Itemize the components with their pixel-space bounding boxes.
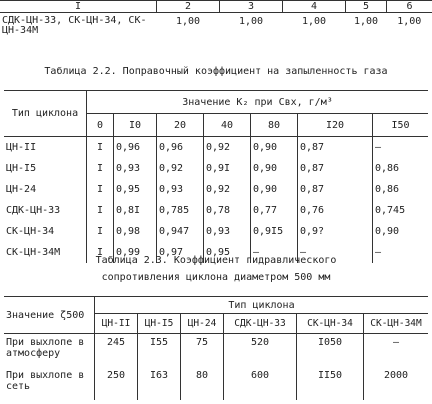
table2-col-header: I20 bbox=[298, 114, 373, 137]
table3-cell: I050 bbox=[297, 334, 364, 368]
table2-row-label: СДК-ЦН-33 bbox=[4, 200, 87, 221]
table2-cell: I bbox=[87, 137, 114, 159]
table2-cell: 0,93 bbox=[114, 158, 157, 179]
table2-cell: 0,9I5 bbox=[251, 221, 298, 242]
table2-span-header: Значение K₂ при Свх, г/м³ bbox=[87, 91, 429, 114]
table-row bbox=[4, 200, 428, 221]
table-row bbox=[4, 334, 428, 368]
table2-col1-header: Тип циклона bbox=[4, 91, 87, 137]
table2-cell: 0,90 bbox=[375, 226, 400, 237]
table3-col-header: ЦН-II bbox=[95, 314, 138, 334]
table2-cell: 0,92 bbox=[204, 179, 251, 200]
table2-row-label: ЦН-I5 bbox=[4, 158, 87, 179]
table2-cell: 0,78 bbox=[204, 200, 251, 221]
table1-cell: 1,00 bbox=[397, 16, 422, 27]
table1-cell: 1,00 bbox=[175, 16, 201, 27]
table-row bbox=[4, 137, 428, 159]
table2-cell: 0,9? bbox=[298, 221, 373, 242]
table3-row-label: При выхлопе в атмосферу bbox=[4, 334, 95, 368]
table3-col-header: СК-ЦН-34М bbox=[364, 314, 429, 334]
table2-col-header: 40 bbox=[204, 114, 251, 137]
table1-header-cell: 2 bbox=[157, 1, 220, 13]
table2-cell: 0,76 bbox=[298, 200, 373, 221]
table1-cell: 1,00 bbox=[301, 16, 327, 27]
table2-cell: 0,90 bbox=[251, 137, 298, 159]
table2-cell: 0,77 bbox=[251, 200, 298, 221]
table2-cell: 0,96 bbox=[114, 137, 157, 159]
table2-caption: Таблица 2.2. Поправочный коэффициент на запыленность газа bbox=[44, 66, 388, 77]
table3-span-header: Тип циклона bbox=[95, 297, 429, 314]
table3-cell: 80 bbox=[181, 367, 224, 400]
table2-cell: – bbox=[375, 142, 382, 153]
table2-cell: 0,87 bbox=[298, 179, 373, 200]
table3-caption-line1: Таблица 2.3. Коэффициент гидравлического bbox=[95, 255, 337, 266]
table2-cell: 0,785 bbox=[157, 200, 204, 221]
table3-caption-line2: сопротивления циклона диаметром 500 мм bbox=[101, 272, 331, 283]
table2-cell: I bbox=[87, 179, 114, 200]
table-row bbox=[4, 221, 428, 242]
table-row bbox=[4, 179, 428, 200]
table2-cell: 0,96 bbox=[157, 137, 204, 159]
table2-row-label: ЦН-24 bbox=[4, 179, 87, 200]
table2-cell: 0,90 bbox=[251, 158, 298, 179]
table-row bbox=[4, 158, 428, 179]
table2-cell: I bbox=[87, 242, 114, 263]
table2-cell: 0,95 bbox=[204, 242, 251, 263]
table3-cell: 2000 bbox=[383, 370, 409, 381]
table2-cell: 0,95 bbox=[114, 179, 157, 200]
table1-row-label: СДК-ЦН-33, СК-ЦН-34, СК-ЦН-34М bbox=[2, 15, 147, 36]
table2-col-header: 80 bbox=[251, 114, 298, 137]
table2-cell: 0,93 bbox=[204, 221, 251, 242]
table2-cell: 0,97 bbox=[157, 242, 204, 263]
table3-cell: 250 bbox=[95, 367, 138, 400]
table2-col-header: I0 bbox=[114, 114, 157, 137]
table3-cell: 75 bbox=[181, 334, 224, 368]
table3-cell: I63 bbox=[138, 367, 181, 400]
table2-cell: 0,745 bbox=[375, 205, 406, 216]
table2-cell: 0,90 bbox=[251, 179, 298, 200]
table-dust-correction bbox=[4, 90, 428, 263]
table2-col-header: 20 bbox=[157, 114, 204, 137]
table3-cell: II50 bbox=[297, 367, 364, 400]
table2-row-label: СК-ЦН-34 bbox=[4, 221, 87, 242]
table2-cell: 0,92 bbox=[204, 137, 251, 159]
table3-col-header: СДК-ЦН-33 bbox=[224, 314, 297, 334]
table2-cell: 0,86 bbox=[375, 184, 400, 195]
table2-col-header: 0 bbox=[87, 114, 114, 137]
table1-header-cell: I bbox=[0, 1, 157, 13]
table1-header-cell: 6 bbox=[387, 1, 432, 13]
table2-cell: 0,99 bbox=[114, 242, 157, 263]
table-hydraulic-resistance bbox=[4, 296, 428, 400]
table3-row-label: При выхлопе в сеть bbox=[4, 367, 95, 400]
table2-cell: 0,86 bbox=[375, 163, 400, 174]
table3-cell: I55 bbox=[138, 334, 181, 368]
table1-header-cell: 5 bbox=[346, 1, 387, 13]
table1-header-cell: 4 bbox=[283, 1, 346, 13]
table-row bbox=[4, 367, 428, 400]
table3-cell: 520 bbox=[224, 334, 297, 368]
table2-cell: 0,8I bbox=[114, 200, 157, 221]
table2-cell: 0,947 bbox=[157, 221, 204, 242]
table2-cell: 0,98 bbox=[114, 221, 157, 242]
table2-cell: – bbox=[375, 247, 382, 258]
table2-cell: 0,92 bbox=[157, 158, 204, 179]
table2-cell: – bbox=[251, 242, 298, 263]
table2-cell: 0,87 bbox=[298, 158, 373, 179]
table2-cell: – bbox=[298, 242, 373, 263]
table2-cell: I bbox=[87, 200, 114, 221]
table-continuation bbox=[0, 0, 432, 40]
table3-cell: 600 bbox=[224, 367, 297, 400]
table2-row-label: ЦН-II bbox=[4, 137, 87, 159]
table2-row-label: СК-ЦН-34М bbox=[4, 242, 87, 263]
table2-cell: I bbox=[87, 221, 114, 242]
table1-header-cell: 3 bbox=[220, 1, 283, 13]
table1-cell: 1,00 bbox=[353, 16, 379, 27]
table2-cell: I bbox=[87, 158, 114, 179]
table1-cell: 1,00 bbox=[238, 16, 264, 27]
table3-cell: – bbox=[392, 337, 400, 348]
table2-cell: 0,93 bbox=[157, 179, 204, 200]
table2-col-header: I50 bbox=[373, 114, 429, 137]
table3-col-header: ЦН-24 bbox=[181, 314, 224, 334]
table2-cell: 0,87 bbox=[298, 137, 373, 159]
table3-cell: 245 bbox=[95, 334, 138, 368]
table3-col1-header: Значение ζ500 bbox=[4, 297, 95, 334]
table3-col-header: ЦН-I5 bbox=[138, 314, 181, 334]
table2-cell: 0,9I bbox=[204, 158, 251, 179]
table3-col-header: СК-ЦН-34 bbox=[297, 314, 364, 334]
